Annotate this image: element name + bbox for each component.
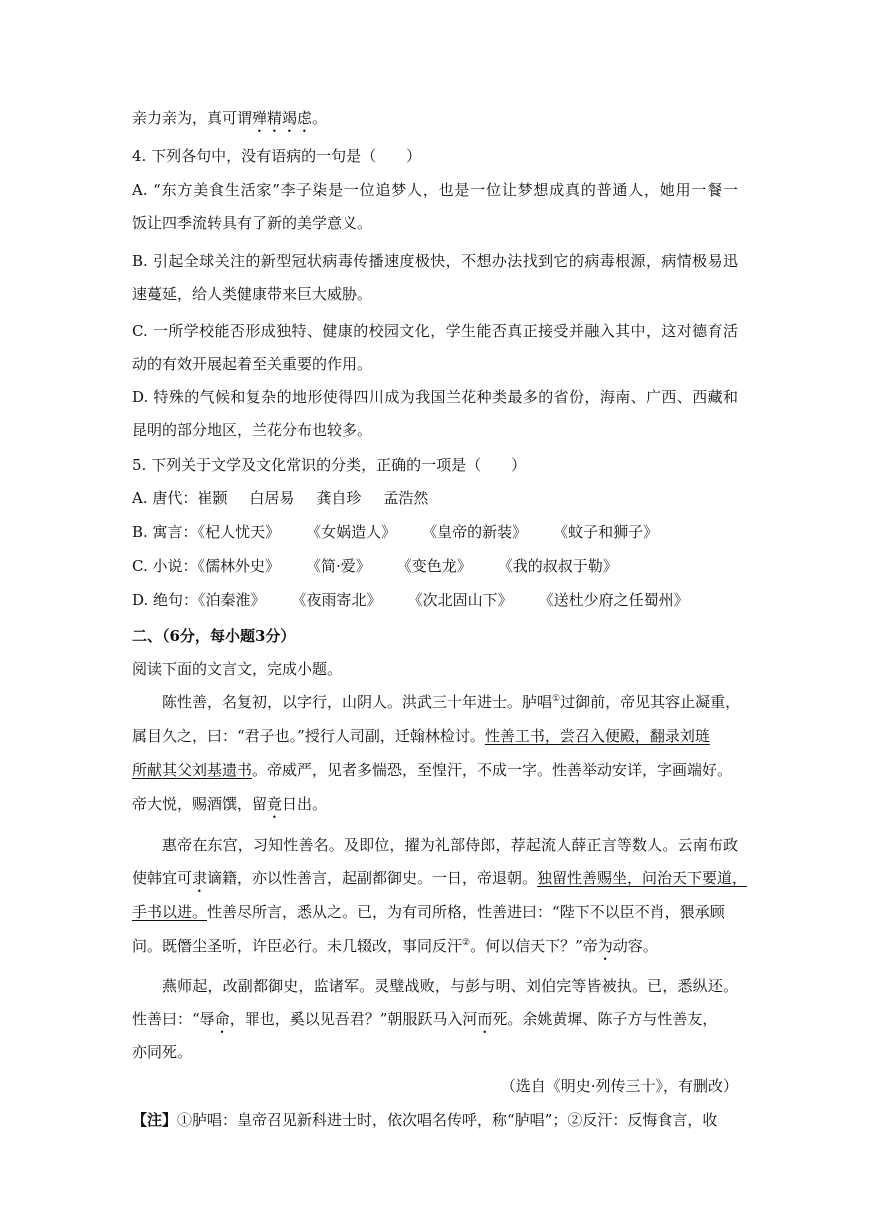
passage-line — [132, 868, 748, 896]
emphasized-word: 为 — [597, 937, 613, 955]
text-span: 谪籍，亦以性善言，起副都御史。一日，帝退朝。 — [207, 869, 538, 887]
footnote-label: 【注】 — [132, 1111, 178, 1129]
text-span: 过御前，帝见其容止凝重， — [560, 693, 741, 711]
q5-option-b — [132, 522, 738, 542]
q5-option-d — [132, 590, 738, 610]
list-item: 《简·爱》 — [306, 557, 371, 575]
emphasized-phrase: 殚精竭虑 — [252, 109, 313, 127]
option-a-line-1: A. “东方美食生活家”李子柒是一位追梦人，也是一位让梦想成真的普通人，她用一餐一 — [132, 181, 738, 199]
option-label: D. 绝句： — [132, 591, 199, 609]
passage-line — [132, 760, 738, 780]
text-span: ，罪也，奚以见吾君？”朝服跃马入河 — [229, 1010, 478, 1028]
option-label: C. 小说： — [132, 557, 198, 575]
list-item: 《泊秦淮》 — [198, 591, 266, 609]
passage-line — [132, 902, 738, 922]
text-span: 。何以信天下？”帝 — [470, 937, 598, 955]
passage-line — [132, 1009, 738, 1037]
text-span: 亲力亲为，真可谓 — [132, 109, 253, 127]
text-span: 性善曰：“辱 — [132, 1010, 215, 1028]
option-d-line-1: D. 特殊的气候和复杂的地形使得四川成为我国兰花种类最多的省份，海南、广西、西藏和 — [132, 388, 738, 406]
text-span: 日出。 — [282, 795, 328, 813]
footnote-text: ①胪唱：皇帝召见新科进士时，依次唱名传呼，称“胪唱”；②反汗：反悔食言，收 — [177, 1111, 718, 1129]
passage-line — [132, 726, 738, 746]
text-span: 。 — [312, 109, 328, 127]
source-citation: （选自《明史·列传三十》，有删改） — [500, 1077, 738, 1095]
emphasized-word: 命 — [214, 1010, 230, 1028]
underlined-sentence: 手书以进。 — [132, 903, 208, 921]
text-span: 动容。 — [612, 937, 658, 955]
footnote — [132, 1110, 738, 1130]
text-span: 属目久之，曰：“君子也。”授行人司副，迁翰林检讨。 — [132, 727, 485, 745]
option-c-line-1: C. 一所学校能否形成独特、健康的校园文化，学生能否真正接受并融入其中，这对德育活 — [132, 322, 738, 340]
list-item: 白居易 — [249, 489, 295, 507]
option-label: A. 唐代： — [132, 489, 198, 507]
question-4-stem: 4. 下列各句中，没有语病的一句是（ ） — [132, 147, 422, 165]
option-d-line-2: 昆明的部分地区，兰花分布也较多。 — [132, 421, 373, 439]
option-c-line-2: 动的有效开展起着至关重要的作用。 — [132, 355, 373, 373]
underlined-sentence: 独留性善赐坐，问治天下要道， — [537, 869, 748, 887]
emphasized-word: 隶 — [192, 869, 208, 887]
list-item: 孟浩然 — [383, 489, 429, 507]
list-item: 《蚊子和狮子》 — [553, 523, 659, 541]
passage-line — [132, 794, 738, 822]
text-span: 帝大悦，赐酒馔，留 — [132, 795, 268, 813]
text-span: 性善尽所言，悉从之。已，为有司所格，性善进曰：“陛下不以臣不肖，猥承顾 — [207, 903, 725, 921]
list-item: 《杞人忧天》 — [197, 523, 281, 541]
list-item: 龚自珍 — [316, 489, 362, 507]
list-item: 崔颢 — [197, 489, 228, 507]
option-b-line-1: B. 引起全球关注的新型冠状病毒传播速度极快，不想办法找到它的病毒根源，病情极易迅 — [132, 252, 738, 270]
text-span: 陈性善，名复初，以字行，山阴人。洪武三十年进士。胪唱 — [162, 693, 553, 711]
text-span: 使韩宜可 — [132, 869, 193, 887]
q5-option-a — [132, 488, 738, 508]
list-item: 《儒林外史》 — [197, 557, 280, 575]
passage-line: 惠帝在东宫，习知性善名。及即位，擢为礼部侍郎，荐起流人薛正言等数人。云南布政 — [162, 836, 738, 854]
underlined-sentence: 所献其父刘基遗书 — [132, 761, 253, 779]
list-item: 《皇帝的新装》 — [422, 523, 528, 541]
text-span: 。帝威严，见者多惴恐，至惶汗，不成一字。性善举动安详，字画端好。 — [252, 761, 733, 779]
question-5-stem: 5. 下列关于文学及文化常识的分类，正确的一项是（ ） — [132, 456, 527, 474]
list-item: 《夜雨寄北》 — [291, 591, 382, 609]
list-item: 《变色龙》 — [396, 557, 472, 575]
passage-line: 亦同死。 — [132, 1043, 193, 1061]
list-item: 《我的叔叔于勒》 — [497, 557, 618, 575]
underlined-sentence: 性善工书，尝召入便殿，翻录刘琏 — [484, 727, 710, 745]
section-2-instruction: 阅读下面的文言文，完成小题。 — [132, 660, 343, 678]
list-item: 《送杜少府之任蜀州》 — [538, 591, 689, 609]
list-item: 《次北固山下》 — [407, 591, 513, 609]
q5-option-c — [132, 556, 738, 576]
passage-line: 燕师起，改副都御史，监诸军。灵璧战败，与彭与明、刘伯完等皆被执。已，悉纵还。 — [162, 977, 738, 995]
text-span: 死。余姚黄墀、陈子方与性善友， — [492, 1010, 718, 1028]
option-b-line-2: 速蔓延，给人类健康带来巨大威胁。 — [132, 285, 373, 303]
text-span: 问。既僭尘圣听，许臣必行。未几辍改，事同反汗 — [132, 937, 463, 955]
footnote-marker: ② — [462, 938, 471, 948]
passage-line — [162, 692, 741, 712]
option-a-line-2: 饭让四季流转具有了新的美学意义。 — [132, 214, 373, 232]
passage-line — [132, 936, 738, 964]
emphasized-word: 竟 — [267, 795, 283, 813]
text-line — [132, 108, 738, 136]
list-item: 《女娲造人》 — [306, 523, 397, 541]
section-2-title: 二、（6分，每小题3分） — [132, 627, 296, 645]
emphasized-word: 而 — [477, 1010, 493, 1028]
option-label: B. 寓言： — [132, 523, 198, 541]
footnote-marker: ① — [552, 694, 561, 704]
